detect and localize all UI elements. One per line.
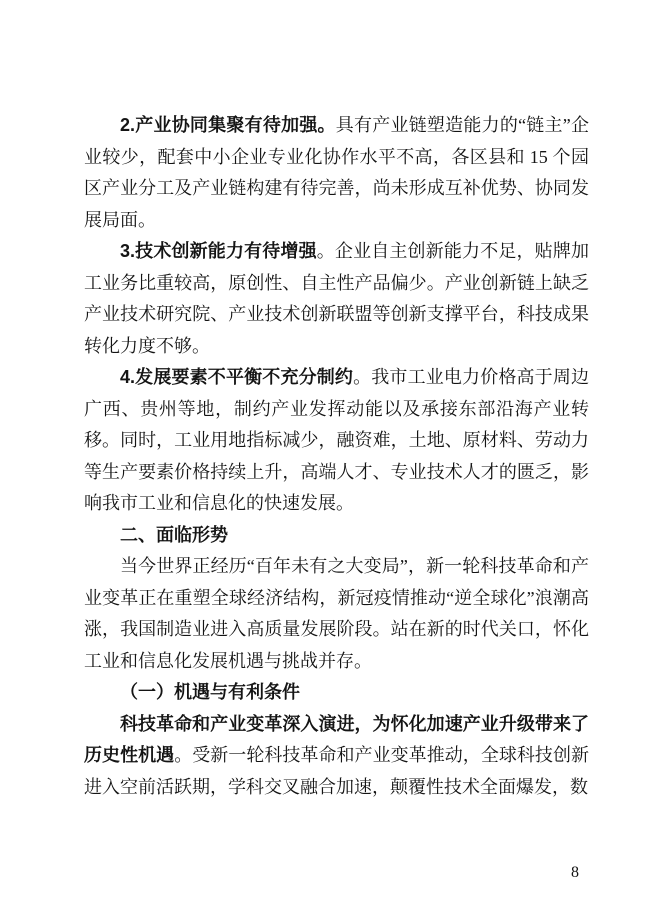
paragraph-tech-innovation: [84, 236, 589, 362]
page-number: 8: [571, 864, 579, 881]
section-heading-situation: 二、面临形势: [120, 524, 228, 545]
paragraph-industry-synergy: [84, 110, 589, 236]
paragraph-development-factors: [84, 362, 589, 520]
paragraph-opportunities: [84, 709, 589, 804]
paragraph-global-situation-text: 当今世界正经历“百年未有之大变局”，新一轮科技革命和产业变革正在重塑全球经济结构，新冠疫情推动“逆全球化”浪潮高涨，我国制造业进入高质量发展阶段。站在新的时代关口，怀化工业和信息化发展机遇与挑战并存。: [84, 556, 589, 671]
paragraph-tech-innovation-lead: 3.技术创新能力有待增强: [120, 241, 317, 261]
paragraph-industry-synergy-lead: 2.产业协同集聚有待加强。: [120, 115, 336, 135]
subsection-heading-opportunities: （一）机遇与有利条件: [120, 682, 300, 702]
paragraph-tech-innovation-text: 。企业自主创新能力不足，贴牌加工业务比重较高，原创性、自主性产品偏少。产业创新链上缺乏产业技术研究院、产业技术创新联盟等创新支撑平台，科技成果转化力度不够。: [84, 241, 589, 356]
paragraph-global-situation: [84, 551, 589, 677]
paragraph-opportunities-text: 。受新一轮科技革命和产业变革推动，全球科技创新进入空前活跃期，学科交叉融合加速，颠覆性技术全面爆发，数: [84, 745, 589, 797]
paragraph-development-factors-text: 。我市工业电力价格高于周边广西、贵州等地，制约产业发挥动能以及承接东部沿海产业转移。同时，工业用地指标减少，融资难，土地、原材料、劳动力等生产要素价格持续上升，高端人才、专业技术人才的匮乏，影响我市工业和信息化的快速发展。: [84, 367, 590, 513]
paragraph-industry-synergy-text: 具有产业链塑造能力的“链主”企业较少，配套中小企业专业化协作水平不高，各区县和 15 个园区产业分工及产业链构建有待完善，尚未形成互补优势、协同发展局面。: [84, 115, 589, 230]
paragraph-opportunities-lead: 科技革命和产业变革深入演进，为怀化加速产业升级带来了历史性机遇: [84, 713, 589, 765]
paragraph-development-factors-lead: 4.发展要素不平衡不充分制约: [120, 367, 354, 387]
document-body: [84, 110, 589, 803]
